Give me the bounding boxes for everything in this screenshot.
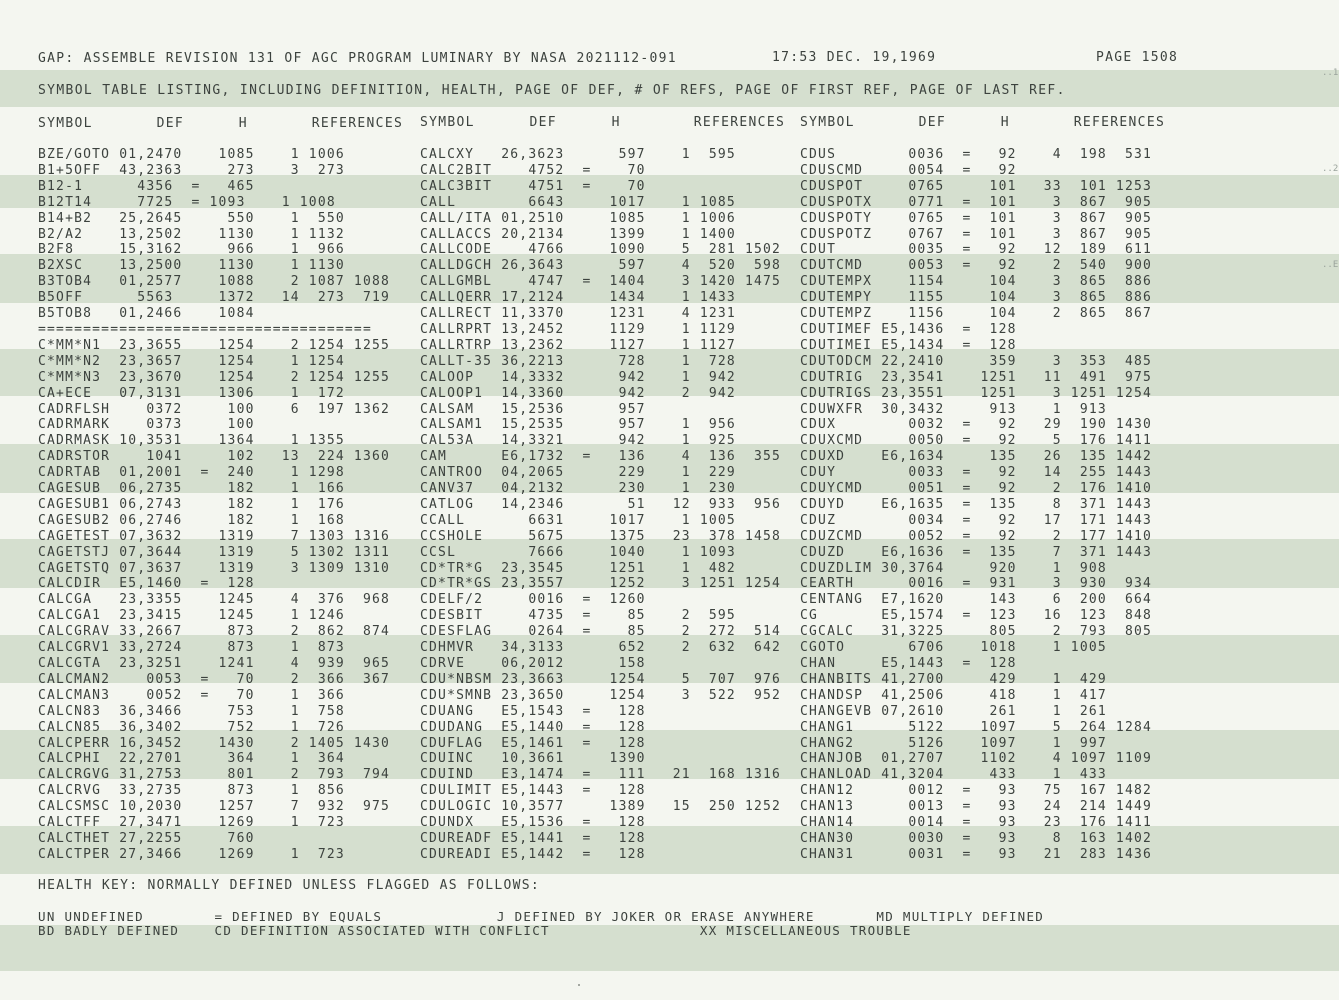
column-header-left: SYMBOL DEF H REFERENCES — [38, 116, 404, 131]
health-key-title: HEALTH KEY: NORMALLY DEFINED UNLESS FLAGGED AS FOLLOWS: — [38, 878, 540, 893]
symbol-column-right: CDUS 0036 = 92 4 198 531 CDUSCMD 0054 = 92 CDUSPOT 0765 101 33 101 1253 CDUSPOTX 0771 = 101 3 867 905 CDUSPOTY 0765 = 101 3 867 905 CDUSPOTZ 0767 = 101 3 867 905 CDUT 0035 = 92 12 189 611 CDUTCMD 0053 = 92 2 540 900 CDUTEMPX 1154 104 3 865 886 CDUTEMPY 1155 104 3 865 886 CDUTEMPZ 1156 104 2 865 867 CDUTIMEF E5,1436 = 128 CDUTIMEI E5,1434 = 128 CDUTODCM 22,2410 359 3 353 485 CDUTRIG 23,3541 1251 11 491 975 CDUTRIGS 23,3551 1251 3 1251 1254 CDUWXFR 30,3432 913 1 913 CDUX 0032 = 92 29 190 1430 CDUXCMD 0050 = 92 5 176 1411 CDUXD E6,1634 135 26 135 1442 CDUY 0033 = 92 14 255 1443 CDUYCMD 0051 = 92 2 176 1410 CDUYD E6,1635 = 135 8 371 1443 CDUZ 0034 = 92 17 171 1443 CDUZCMD 0052 = 92 2 177 1410 CDUZD E6,1636 = 135 7 371 1443 CDUZDLIM 30,3764 920 1 908 CEARTH 0016 = 931 3 930 934 CENTANG E7,1620 143 6 200 664 CG E5,1574 = 123 16 123 848 CGCALC 31,3225 805 2 793 805 CGOTO 6706 1018 1 1005 CHAN E5,1443 = 128 CHANBITS 41,2700 429 1 429 CHANDSP 41,2506 418 1 417 CHANGEVB 07,2610 261 1 261 CHANG1 5122 1097 5 264 1284 CHANG2 5126 1097 1 997 CHANJOB 01,2707 1102 4 1097 1109 CHANLOAD 41,3204 433 1 433 CHAN12 0012 = 93 75 167 1482 CHAN13 0013 = 93 24 214 1449 CHAN14 0014 = 93 23 176 1411 CHAN30 0030 = 93 8 163 1402 CHAN31 0031 = 93 21 283 1436 — [800, 147, 1153, 862]
symbol-column-left: BZE/GOTO 01,2470 1085 1 1006 B1+5OFF 43,2363 273 3 273 B12-1 4356 = 465 B12T14 7725 = 1093 1 1008 B14+B2 25,2645 550 1 550 B2/A2 13,2502 1130 1 1132 B2F8 15,3162 966 1 966 B2XSC 13,2500 1130 1 1130 B3TOB4 01,2577 1088 2 1087 1088 B5OFF 5563 1372 14 273 719 B5TOB8 01,2466 1084 ===================================== C*MM*N1 23,3655 1254 2 1254 1255 C*MM*N2 23,3657 1254 1 1254 C*MM*N3 23,3670 1254 2 1254 1255 CA+ECE 07,3131 1306 1 172 CADRFLSH 0372 100 6 197 1362 CADRMARK 0373 100 CADRMASK 10,3531 1364 1 1355 CADRSTOR 1041 102 13 224 1360 CADRTAB 01,2001 = 240 1 1298 CAGESUB 06,2735 182 1 166 CAGESUB1 06,2743 182 1 176 CAGESUB2 06,2746 182 1 168 CAGETEST 07,3632 1319 7 1303 1316 CAGETSTJ 07,3644 1319 5 1302 1311 CAGETSTQ 07,3637 1319 3 1309 1310 CALCDIR E5,1460 = 128 CALCGA 23,3355 1245 4 376 968 CALCGA1 23,3415 1245 1 1246 CALCGRAV 33,2667 873 2 862 874 CALCGRV1 33,2724 873 1 873 CALCGTA 23,3251 1241 4 939 965 CALCMAN2 0053 = 70 2 366 367 CALCMAN3 0052 = 70 1 366 CALCN83 36,3466 753 1 758 CALCN85 36,3402 752 1 726 CALCPERR 16,3452 1430 2 1405 1430 CALCPHI 22,2701 364 1 364 CALCRGVG 31,2753 801 2 793 794 CALCRVG 33,2735 873 1 856 CALCSMSC 10,2030 1257 7 932 975 CALCTFF 27,3471 1269 1 723 CALCTHET 27,2255 760 CALCTPER 27,3466 1269 1 723 — [38, 147, 391, 862]
listing-timestamp: 17:53 DEC. 19,1969 — [772, 50, 937, 65]
column-header-middle: SYMBOL DEF H REFERENCES — [420, 115, 786, 130]
column-header-right: SYMBOL DEF H REFERENCES — [800, 115, 1166, 130]
paper-speck — [578, 984, 580, 986]
margin-mark: ..E — [1322, 260, 1339, 270]
page-number: PAGE 1508 — [1096, 50, 1179, 65]
health-key-line-2: BD BADLY DEFINED CD DEFINITION ASSOCIATED WITH CONFLICT XX MISCELLANEOUS TROUBLE — [38, 923, 912, 938]
margin-mark: ..1 — [1322, 68, 1339, 78]
health-key-line-1: UN UNDEFINED = DEFINED BY EQUALS J DEFINED BY JOKER OR ERASE ANYWHERE MD MULTIPLY DEFINED — [38, 909, 1045, 924]
margin-mark: ..2 — [1322, 164, 1339, 174]
symbol-table-title: SYMBOL TABLE LISTING, INCLUDING DEFINITION, HEALTH, PAGE OF DEF, # OF REFS, PAGE OF FIRST REF, PAGE OF LAST REF. — [38, 83, 1066, 98]
listing-header-title: GAP: ASSEMBLE REVISION 131 OF AGC PROGRAM LUMINARY BY NASA 2021112-091 — [38, 51, 677, 66]
symbol-column-middle: CALCXY 26,3623 597 1 595 CALC2BIT 4752 = 70 CALC3BIT 4751 = 70 CALL 6643 1017 1 1085 CALL/ITA 01,2510 1085 1 1006 CALLACCS 20,2134 1399 1 1400 CALLCODE 4766 1090 5 281 1502 CALLDGCH 26,3643 597 4 520 598 CALLGMBL 4747 = 1404 3 1420 1475 CALLQERR 17,2124 1434 1 1433 CALLRECT 11,3370 1231 4 1231 CALLRPRT 13,2452 1129 1 1129 CALLRTRP 13,2362 1127 1 1127 CALLT-35 36,2213 728 1 728 CALOOP 14,3332 942 1 942 CALOOP1 14,3360 942 2 942 CALSAM 15,2536 957 CALSAM1 15,2535 957 1 956 CAL53A 14,3321 942 1 925 CAM E6,1732 = 136 4 136 355 CANTROO 04,2065 229 1 229 CANV37 04,2132 230 1 230 CATLOG 14,2346 51 12 933 956 CCALL 6631 1017 1 1005 CCSHOLE 5675 1375 23 378 1458 CCSL 7666 1040 1 1093 CD*TR*G 23,3545 1251 1 482 CD*TR*GS 23,3557 1252 3 1251 1254 CDELF/2 0016 = 1260 CDESBIT 4735 = 85 2 595 CDESFLAG 0264 = 85 2 272 514 CDHMVR 34,3133 652 2 632 642 CDRVE 06,2012 158 CDU*NBSM 23,3663 1254 5 707 976 CDU*SMNB 23,3650 1254 3 522 952 CDUANG E5,1543 = 128 CDUDANG E5,1440 = 128 CDUFLAG E5,1461 = 128 CDUINC 10,3661 1390 CDUIND E3,1474 = 111 21 168 1316 CDULIMIT E5,1443 = 128 CDULOGIC 10,3577 1389 15 250 1252 CDUNDX E5,1536 = 128 CDUREADF E5,1441 = 128 CDUREADI E5,1442 = 128 — [420, 147, 782, 862]
